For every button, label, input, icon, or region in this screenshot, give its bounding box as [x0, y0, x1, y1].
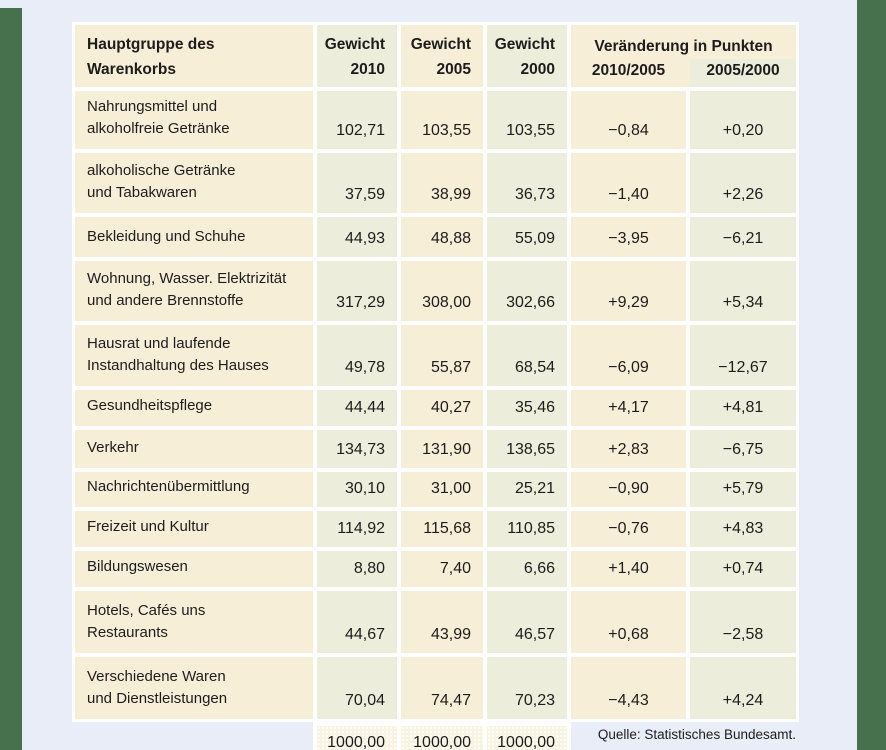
table-row [75, 91, 796, 149]
row-label-line2: und Dienstleistungen [87, 690, 228, 707]
table-row [75, 551, 796, 587]
cell-weight-2005: 55,87 [401, 325, 483, 386]
total-weight-2005: 1000,00 [401, 726, 483, 750]
row-label-line2: und Tabakwaren [87, 184, 197, 201]
cell-weight-2000: 55,09 [487, 217, 567, 257]
row-label [75, 153, 313, 213]
cell-change-2010-2005: −3,95 [571, 217, 686, 257]
row-label [75, 472, 313, 507]
table-row [75, 217, 796, 257]
row-label [75, 591, 313, 653]
header-weight-label: Gewicht [494, 36, 555, 53]
cell-weight-2005: 115,68 [401, 511, 483, 547]
row-label-line1: Bekleidung und Schuhe [87, 228, 246, 245]
right-green-stripe [857, 0, 886, 750]
cell-change-2010-2005: +9,29 [571, 261, 686, 321]
cell-weight-2010: 8,80 [317, 551, 397, 587]
row-label [75, 657, 313, 719]
cell-change-2010-2005: −0,76 [571, 511, 686, 547]
header-change-2010-2005: 2010/2005 [571, 59, 686, 87]
cell-weight-2000: 35,46 [487, 390, 567, 426]
header-change-group [571, 25, 796, 87]
cell-weight-2005: 38,99 [401, 153, 483, 213]
header-change-title: Veränderung in Punkten [571, 25, 796, 59]
table-row [75, 325, 796, 386]
cell-weight-2010: 30,10 [317, 472, 397, 507]
table-row [75, 261, 796, 321]
row-label-line1: Nachrichtenübermittlung [87, 478, 250, 495]
cell-weight-2010: 114,92 [317, 511, 397, 547]
cell-change-2005-2000: −6,75 [690, 430, 796, 468]
row-label-line2: und andere Brennstoffe [87, 292, 244, 309]
table-row [75, 657, 796, 719]
cell-weight-2005: 74,47 [401, 657, 483, 719]
row-label [75, 91, 313, 149]
row-label-line1: Hausrat und laufende [87, 335, 231, 352]
cell-change-2010-2005: +2,83 [571, 430, 686, 468]
cell-change-2005-2000: +5,34 [690, 261, 796, 321]
cell-weight-2010: 44,67 [317, 591, 397, 653]
row-label [75, 551, 313, 587]
cell-weight-2010: 102,71 [317, 91, 397, 149]
row-label-line1: Gesundheitspflege [87, 397, 213, 414]
cell-change-2005-2000: +4,83 [690, 511, 796, 547]
cell-change-2005-2000: +4,81 [690, 390, 796, 426]
header-weight-label: Gewicht [410, 36, 471, 53]
cell-weight-2000: 25,21 [487, 472, 567, 507]
cell-change-2005-2000: −2,58 [690, 591, 796, 653]
cell-weight-2000: 103,55 [487, 91, 567, 149]
cell-change-2010-2005: −0,90 [571, 472, 686, 507]
cell-weight-2005: 308,00 [401, 261, 483, 321]
header-change-periods [571, 59, 796, 87]
cell-weight-2005: 43,99 [401, 591, 483, 653]
table-row [75, 511, 796, 547]
cell-change-2005-2000: −6,21 [690, 217, 796, 257]
table-row [75, 472, 796, 507]
cell-change-2010-2005: −6,09 [571, 325, 686, 386]
cell-weight-2010: 49,78 [317, 325, 397, 386]
total-weight-2010: 1000,00 [317, 726, 397, 750]
cell-weight-2010: 44,93 [317, 217, 397, 257]
left-green-stripe [0, 8, 22, 750]
cell-weight-2000: 138,65 [487, 430, 567, 468]
weights-table [72, 22, 799, 722]
cell-change-2010-2005: +4,17 [571, 390, 686, 426]
source-note: Quelle: Statistisches Bundesamt. [597, 727, 796, 742]
table-row [75, 591, 796, 653]
cell-weight-2000: 110,85 [487, 511, 567, 547]
cell-weight-2000: 70,23 [487, 657, 567, 719]
row-label-line1: alkoholische Getränke [87, 162, 236, 179]
row-label-line2: alkoholfreie Getränke [87, 120, 230, 137]
table-row [75, 153, 796, 213]
row-label [75, 261, 313, 321]
header-group-line2: Warenkorbs [87, 61, 177, 78]
cell-weight-2005: 48,88 [401, 217, 483, 257]
row-label-line1: Freizeit und Kultur [87, 518, 209, 535]
cell-weight-2010: 317,29 [317, 261, 397, 321]
header-weight-2010 [317, 25, 397, 87]
table-row [75, 430, 796, 468]
table-row [75, 390, 796, 426]
row-label [75, 217, 313, 257]
header-year-2000: 2000 [520, 61, 555, 78]
header-group-column [75, 25, 313, 87]
cell-change-2010-2005: −1,40 [571, 153, 686, 213]
cell-weight-2000: 302,66 [487, 261, 567, 321]
row-label-line1: Bildungswesen [87, 558, 188, 575]
header-year-2005: 2005 [436, 61, 471, 78]
cell-change-2005-2000: +2,26 [690, 153, 796, 213]
cell-change-2010-2005: −4,43 [571, 657, 686, 719]
cell-weight-2010: 37,59 [317, 153, 397, 213]
cell-weight-2010: 134,73 [317, 430, 397, 468]
row-label-line2: Restaurants [87, 624, 168, 641]
cell-change-2005-2000: +0,20 [690, 91, 796, 149]
cell-change-2005-2000: +5,79 [690, 472, 796, 507]
cell-change-2005-2000: +0,74 [690, 551, 796, 587]
cell-weight-2005: 103,55 [401, 91, 483, 149]
cell-change-2010-2005: +0,68 [571, 591, 686, 653]
cell-weight-2005: 131,90 [401, 430, 483, 468]
row-label-line1: Wohnung, Wasser. Elektrizität [87, 270, 287, 287]
cell-weight-2000: 68,54 [487, 325, 567, 386]
row-label-line2: Instandhaltung des Hauses [87, 357, 269, 374]
row-label [75, 511, 313, 547]
cell-weight-2000: 6,66 [487, 551, 567, 587]
cell-weight-2005: 40,27 [401, 390, 483, 426]
cell-weight-2005: 31,00 [401, 472, 483, 507]
header-year-2010: 2010 [350, 61, 385, 78]
cell-weight-2000: 36,73 [487, 153, 567, 213]
row-label [75, 325, 313, 386]
cell-change-2010-2005: −0,84 [571, 91, 686, 149]
row-label-line1: Hotels, Cafés uns [87, 602, 206, 619]
cell-weight-2000: 46,57 [487, 591, 567, 653]
table-header-row [75, 25, 796, 87]
row-label [75, 430, 313, 468]
header-group-line1: Hauptgruppe des [87, 36, 215, 53]
cell-change-2005-2000: −12,67 [690, 325, 796, 386]
cell-weight-2005: 7,40 [401, 551, 483, 587]
row-label-line1: Nahrungsmittel und [87, 98, 218, 115]
cell-change-2010-2005: +1,40 [571, 551, 686, 587]
row-label [75, 390, 313, 426]
cell-weight-2010: 44,44 [317, 390, 397, 426]
header-weight-2000 [487, 25, 567, 87]
total-weight-2000: 1000,00 [487, 726, 567, 750]
cell-weight-2010: 70,04 [317, 657, 397, 719]
header-weight-label: Gewicht [324, 36, 385, 53]
row-label-line1: Verkehr [87, 439, 139, 456]
header-change-2005-2000: 2005/2000 [690, 59, 796, 87]
row-label-line1: Verschiedene Waren [87, 668, 226, 685]
totals-row [313, 722, 571, 750]
header-weight-2005 [401, 25, 483, 87]
cell-change-2005-2000: +4,24 [690, 657, 796, 719]
